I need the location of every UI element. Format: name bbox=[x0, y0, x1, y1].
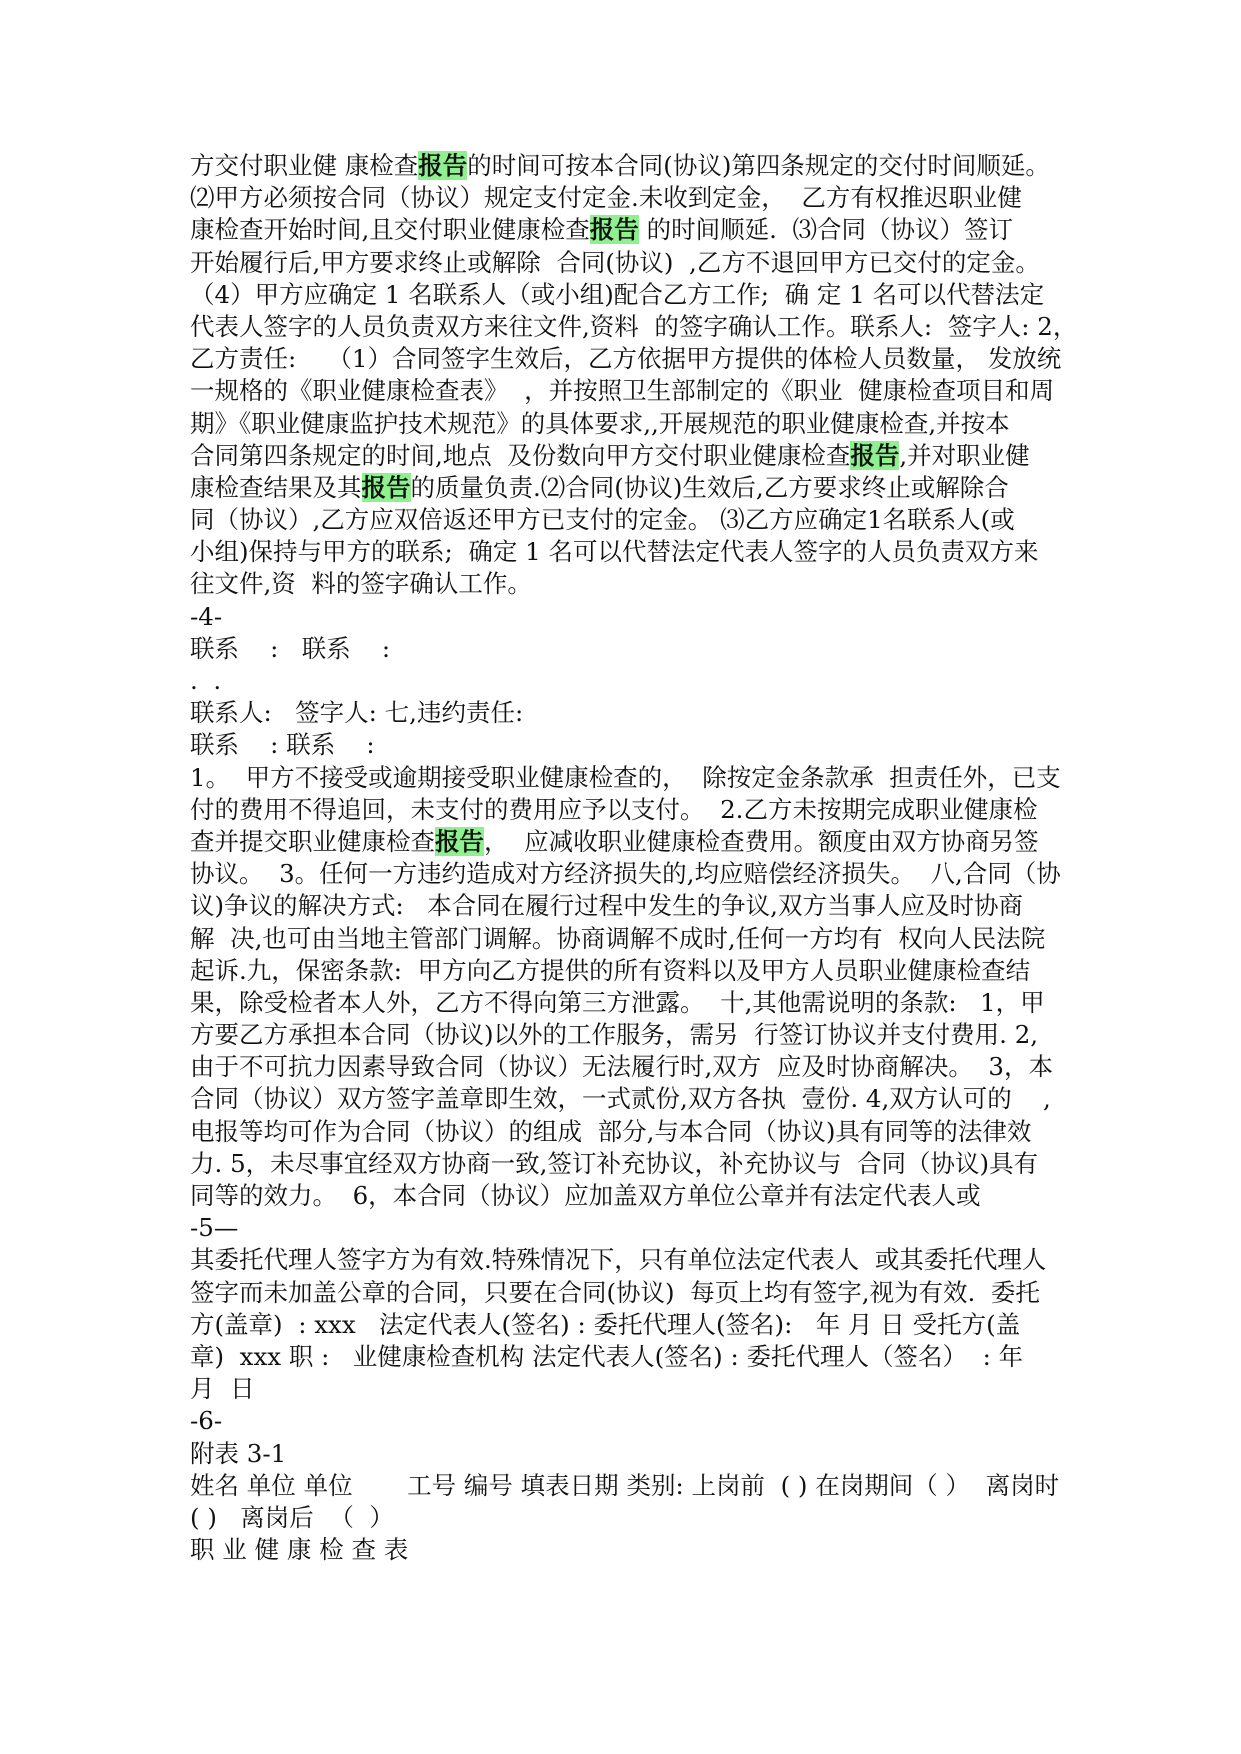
text-segment: 附表 3-1 bbox=[190, 1438, 287, 1468]
text-segment: 一规格的《职业健康检查表》 ，并按照卫生部制定的《职业 健康检查项目和周 bbox=[190, 376, 1055, 406]
text-segment: -4- bbox=[190, 601, 223, 631]
text-line bbox=[190, 1277, 1090, 1309]
text-segment: 代表人签字的人员负责双方来往文件,资料 的签字确认工作。联系人: 签字人: 2， bbox=[190, 311, 1078, 341]
text-line bbox=[190, 987, 1090, 1019]
text-line bbox=[190, 1502, 1090, 1534]
text-segment: 联系 : 联系 : bbox=[190, 633, 391, 663]
text-segment: 同等的效力。 6，本合同（协议）应加盖双方单位公章并有法定代表人或 bbox=[190, 1181, 981, 1210]
text-segment: 合同（协议）双方签字盖章即生效，一式贰份,双方各执 壹份. 4,双方认可的 , bbox=[190, 1084, 1051, 1114]
highlighted-keyword: 报告 bbox=[435, 826, 484, 856]
text-line bbox=[190, 504, 1090, 536]
document-body bbox=[190, 150, 1090, 1566]
text-line bbox=[190, 826, 1090, 858]
text-segment: 章) xxx 职 : 业健康检查机构 法定代表人(签名) : 委托代理人（签名） : 年 bbox=[190, 1341, 1024, 1371]
text-segment: 乙方责任: （1）合同签字生效后，乙方依据甲方提供的体检人员数量， 发放统 bbox=[190, 344, 1062, 374]
text-line bbox=[190, 1341, 1090, 1373]
text-segment: 付的费用不得追回，未支付的费用应予以支付。 2.乙方未按期完成职业健康检 bbox=[190, 794, 1038, 824]
text-segment: 月 日 bbox=[190, 1374, 255, 1404]
text-segment: 方(盖章) : xxx 法定代表人(签名) : 委托代理人(签名): 年 月 日 受托方(盖 bbox=[190, 1309, 1021, 1339]
text-line bbox=[190, 1116, 1090, 1148]
text-line bbox=[190, 408, 1090, 440]
text-segment: 议)争议的解决方式: 本合同在履行过程中发生的争议,双方当事人应及时协商 bbox=[190, 891, 1023, 921]
text-segment: -5— bbox=[190, 1213, 239, 1243]
text-segment: 电报等均可作为合同（协议）的组成 部分,与本合同（协议)具有同等的法律效 bbox=[190, 1116, 1032, 1146]
text-line bbox=[190, 247, 1090, 279]
text-line bbox=[190, 1019, 1090, 1051]
text-segment: ⑵甲方必须按合同（协议）规定支付定金.未收到定金， 乙方有权推迟职业健 bbox=[190, 183, 1022, 213]
text-line bbox=[190, 1083, 1090, 1115]
text-line bbox=[190, 536, 1090, 568]
text-segment: -6- bbox=[190, 1406, 223, 1436]
text-line bbox=[190, 1051, 1090, 1083]
text-line bbox=[190, 1244, 1090, 1276]
text-segment: 职 业 健 康 检 查 表 bbox=[190, 1535, 409, 1565]
text-line bbox=[190, 279, 1090, 311]
text-segment: ， 应减收职业健康检查费用。额度由双方协商另签 bbox=[484, 826, 1039, 856]
text-line bbox=[190, 665, 1090, 697]
text-segment: 起诉.九，保密条款: 甲方向乙方提供的所有资料以及甲方人员职业健康检查结 bbox=[190, 955, 1031, 985]
text-segment: 期》《职业健康监护技术规范》的具体要求,,开展规范的职业健康检查,并按本 bbox=[190, 408, 1010, 438]
text-line bbox=[190, 890, 1090, 922]
text-line bbox=[190, 601, 1090, 633]
text-segment: 方交付职业健 康检查 bbox=[190, 151, 419, 180]
text-segment: 的时间顺延. ⑶合同（协议）签订 bbox=[638, 215, 1013, 245]
text-line bbox=[190, 1438, 1090, 1470]
text-segment: 姓名 单位 单位 工号 编号 填表日期 类别: 上岗前 ( ) 在岗期间（ ） 离岗时 bbox=[190, 1470, 1060, 1500]
text-line bbox=[190, 794, 1090, 826]
text-segment: ( ) 离岗后 （ ） bbox=[190, 1502, 394, 1532]
text-line bbox=[190, 762, 1090, 794]
text-line bbox=[190, 1212, 1090, 1244]
text-line bbox=[190, 955, 1090, 987]
text-line bbox=[190, 858, 1090, 890]
text-line bbox=[190, 1534, 1090, 1566]
text-segment: 由于不可抗力因素导致合同（协议）无法履行时,双方 应及时协商解决。 3，本 bbox=[190, 1052, 1054, 1082]
text-line bbox=[190, 633, 1090, 665]
text-segment: 康检查结果及其 bbox=[190, 472, 362, 502]
text-segment: 往文件,资 料的签字确认工作。 bbox=[190, 569, 532, 599]
text-line bbox=[190, 440, 1090, 472]
text-segment: 协议。 3。任何一方违约造成对方经济损失的,均应赔偿经济损失。 八,合同（协 bbox=[190, 859, 1061, 889]
highlighted-keyword: 报告 bbox=[418, 151, 468, 180]
text-segment: 的质量负责.⑵合同(协议)生效后,乙方要求终止或解除合 bbox=[410, 472, 1009, 502]
text-line bbox=[190, 311, 1090, 343]
text-line bbox=[190, 1148, 1090, 1180]
text-line bbox=[190, 343, 1090, 375]
text-line bbox=[190, 375, 1090, 407]
text-line bbox=[190, 697, 1090, 729]
highlighted-keyword: 报告 bbox=[850, 440, 900, 470]
text-segment: ,并对职业健 bbox=[899, 440, 1030, 470]
text-line bbox=[190, 1373, 1090, 1405]
text-line bbox=[190, 1180, 1090, 1212]
text-segment: 合同第四条规定的时间,地点 及份数向甲方交付职业健康检查 bbox=[190, 440, 851, 470]
text-segment: 解 决,也可由当地主管部门调解。协商调解不成时,任何一方均有 权向人民法院 bbox=[190, 923, 1046, 953]
text-segment: 签字而未加盖公章的合同，只要在合同(协议) 每页上均有签字,视为有效. 委托 bbox=[190, 1277, 1040, 1307]
text-segment: 的时间可按本合同(协议)第四条规定的交付时间顺延。 bbox=[467, 151, 1050, 180]
text-line bbox=[190, 214, 1090, 246]
text-segment: 1。 甲方不接受或逾期接受职业健康检查的， 除按定金条款承 担责任外，已支 bbox=[190, 762, 1061, 792]
text-segment: 查并提交职业健康检查 bbox=[190, 826, 435, 856]
text-line bbox=[190, 568, 1090, 600]
text-line bbox=[190, 472, 1090, 504]
text-segment: 小组)保持与甲方的联系; 确定 1 名可以代替法定代表人签字的人员负责双方来 bbox=[190, 537, 1039, 567]
text-line bbox=[190, 729, 1090, 761]
text-line bbox=[190, 182, 1090, 214]
text-line bbox=[190, 1405, 1090, 1437]
text-segment: 力. 5，未尽事宜经双方协商一致,签订补充协议，补充协议与 合同（协议)具有 bbox=[190, 1148, 1039, 1178]
text-line bbox=[190, 1309, 1090, 1341]
text-segment: 同（协议）,乙方应双倍返还甲方已支付的定金。 ⑶乙方应确定1名联系人(或 bbox=[190, 505, 1015, 535]
text-line bbox=[190, 150, 1090, 182]
text-line bbox=[190, 1470, 1090, 1502]
text-line bbox=[190, 923, 1090, 955]
highlighted-keyword: 报告 bbox=[589, 215, 639, 245]
text-segment: （4）甲方应确定 1 名联系人（或小组)配合乙方工作; 确 定 1 名可以代替法定 bbox=[190, 279, 1045, 309]
text-segment: 联系 : 联系 : bbox=[190, 730, 375, 760]
text-segment: . . bbox=[190, 666, 222, 695]
text-segment: 方要乙方承担本合同（协议)以外的工作服务，需另 行签订协议并支付费用. 2, bbox=[190, 1020, 1039, 1050]
highlighted-keyword: 报告 bbox=[361, 472, 411, 502]
text-segment: 联系人: 签字人: 七,违约责任: bbox=[190, 698, 524, 728]
text-segment: 其委托代理人签字方为有效.特殊情况下，只有单位法定代表人 或其委托代理人 bbox=[190, 1245, 1047, 1275]
text-segment: 果，除受检者本人外，乙方不得向第三方泄露。 十,其他需说明的条款: 1，甲 bbox=[190, 987, 1045, 1017]
text-segment: 开始履行后,甲方要求终止或解除 合同(协议) ,乙方不退回甲方已交付的定金。 bbox=[190, 247, 1040, 277]
text-segment: 康检查开始时间,且交付职业健康检查 bbox=[190, 215, 590, 245]
